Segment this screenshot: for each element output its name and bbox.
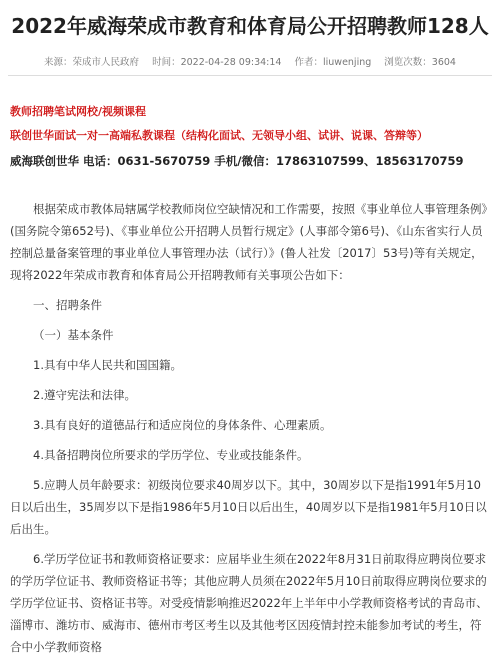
article-source: 来源：荣成市人民政府 [44, 57, 140, 68]
ad-contact-info: 威海联创世华 电话：0631-5670759 手机/微信：17863107599、18563170759 [10, 154, 464, 168]
condition-item: 4.具备招聘岗位所要求的学历学位、专业或技能条件。 [33, 448, 309, 462]
article-time: 时间：2022-04-28 09:34:14 [152, 57, 282, 68]
title-divider [8, 75, 492, 76]
ad-link-online-course[interactable]: 教师招聘笔试网校/视频课程 [10, 105, 147, 118]
subsection-heading: （一）基本条件 [33, 328, 114, 342]
ad-link-interview-course[interactable]: 联创世华面试一对一高端私教课程（结构化面试、无领导小组、试讲、说课、答辩等） [10, 129, 428, 142]
article-author: 作者：liuwenjing [294, 57, 372, 68]
condition-item: 1.具有中华人民共和国国籍。 [33, 358, 182, 372]
condition-item: 6.学历学位证书和教师资格证要求：应届毕业生须在2022年8月31日前取得应聘岗位要求的学历学位证书、教师资格证书等；其他应聘人员须在2022年5月10日前取得应聘岗位要求的学历学位证书、资格证书等。对受疫情影响推迟2022年上半年中小学教师资格考试的青岛市、淄博市、潍坊市、威海市、德州市考区考生以及其他考区因疫情封控未能参加考试的考生，符合中小学教师资格 [10, 552, 488, 654]
article-body [10, 198, 490, 666]
condition-item: 5.应聘人员年龄要求：初级岗位要求40周岁以下。其中，30周岁以下是指1991年5月10日以后出生，35周岁以下是指1986年5月10日以后出生，40周岁以下是指1981年5月10日以后出生。 [10, 478, 487, 536]
condition-item: 2.遵守宪法和法律。 [33, 388, 136, 402]
article-views: 浏览次数：3604 [384, 57, 456, 68]
section-heading: 一、招聘条件 [33, 298, 102, 312]
article-meta [0, 54, 500, 68]
article-title: 2022年威海荣成市教育和体育局公开招聘教师128人 [11, 14, 489, 38]
condition-item: 3.具有良好的道德品行和适应岗位的身体条件、心理素质。 [33, 418, 332, 432]
intro-paragraph: 根据荣成市教体局辖属学校教师岗位空缺情况和工作需要，按照《事业单位人事管理条例》(国务院令第652号)、《事业单位公开招聘人员暂行规定》(人事部令第6号)、《山东省实行人员控制总量备案管理的事业单位人事管理办法（试行）》(鲁人社发〔2017〕53号)等有关规定，现将2022年荣成市教育和体育局公开招聘教师有关事项公告如下： [10, 202, 488, 282]
